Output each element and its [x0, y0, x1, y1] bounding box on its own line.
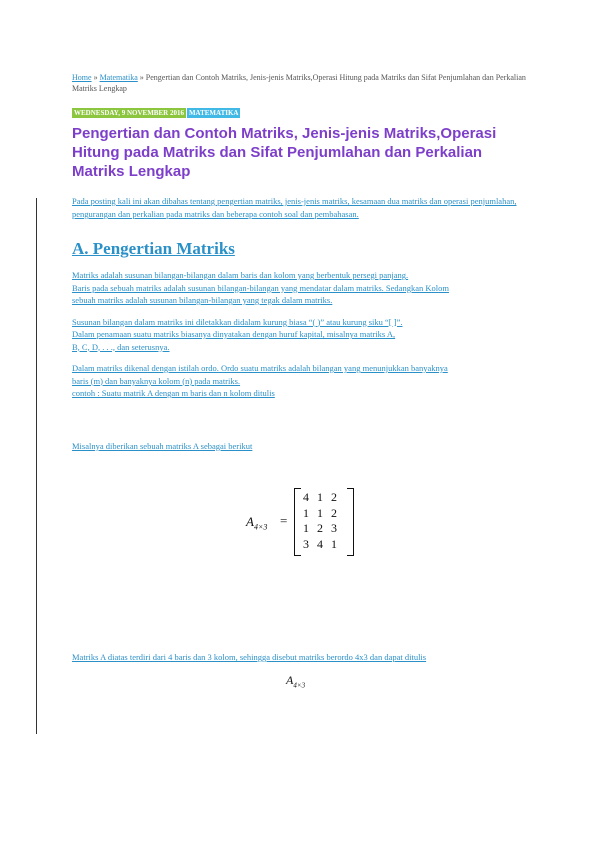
breadcrumb-current: Pengertian dan Contoh Matriks, Jenis-jenis Matriks,Operasi Hitung pada Matriks dan Sifat Penjumlahan dan Perkalian Matriks Lengkap [72, 73, 526, 93]
breadcrumb-category-link[interactable]: Matematika [99, 73, 138, 82]
conclusion-line[interactable]: Matriks A diatas terdiri dari 4 baris dan 3 kolom, sehingga disebut matriks berordo 4x3 dan dapat ditulis [72, 652, 427, 662]
notation-line[interactable]: Dalam penamaan suatu matriks biasanya dinyatakan dengan huruf kapital, misalnya matriks A, [72, 329, 396, 339]
definition-paragraph [72, 269, 532, 307]
breadcrumb-separator: » [139, 73, 144, 82]
matrix-order: 4×3 [253, 522, 268, 532]
matrix-cell: 1 [303, 521, 309, 535]
date-badge: WEDNESDAY, 9 NOVEMBER 2016 [74, 109, 184, 117]
matrix-label [246, 514, 267, 532]
definition-line[interactable]: Matriks adalah susunan bilangan-bilangan dalam baris dan kolom yang berbentuk persegi panjang. [72, 270, 409, 280]
matrix-name: A [246, 514, 254, 529]
matrix-cell: 1 [317, 490, 323, 504]
definition-line[interactable]: Baris pada sebuah matriks adalah susunan bilangan-bilangan yang mendatar dalam matriks. Sedangkan Kolom [72, 282, 449, 293]
matrix-cell: 1 [331, 536, 337, 551]
matrix-cell: 2 [331, 490, 337, 504]
section-heading[interactable]: A. Pengertian Matriks [72, 239, 235, 258]
example-intro[interactable]: Misalnya diberikan sebuah matriks A sebagai berikut [72, 440, 253, 451]
matrix-cell: 3 [331, 521, 337, 535]
notation-paragraph [72, 316, 532, 354]
post-meta [72, 108, 532, 118]
intro-paragraph[interactable]: Pada posting kali ini akan dibahas tentang pengertian matriks, jenis-jenis matriks, kesamaan dua matriks dan operasi penjumlahan, pengurangan dan perkalian pada matriks dan beberapa contoh soal dan pembahasan. [72, 196, 517, 219]
order-line[interactable]: baris (m) dan banyaknya kolom (n) pada matriks. [72, 375, 241, 386]
breadcrumb-home-link[interactable]: Home [72, 73, 92, 82]
order-notation-sub: 4×3 [293, 681, 306, 690]
breadcrumb-separator: » [93, 73, 98, 82]
matrix-cell: 2 [317, 521, 323, 535]
order-notation [286, 673, 305, 689]
matrix-cell: 2 [331, 505, 337, 520]
order-paragraph [72, 362, 532, 400]
matrix-left-bracket [294, 488, 301, 556]
article [72, 72, 532, 452]
matrix-cell: 4 [303, 490, 309, 504]
notation-line[interactable]: Susunan bilangan dalam matriks ini diletakkan didalam kurung biasa “( )” atau kurung siku “[ ]”. [72, 316, 403, 327]
definition-line[interactable]: sebuah matriks adalah susunan bilangan-bilangan yang tegak dalam matriks. [72, 295, 333, 305]
matrix-right-bracket [347, 488, 354, 556]
matrix-cell: 1 [303, 505, 309, 520]
order-notation-name: A [286, 673, 294, 687]
matrix-cell: 1 [317, 505, 323, 520]
order-line[interactable]: contoh : Suatu matrik A dengan m baris dan n kolom ditulis [72, 388, 275, 398]
category-badge[interactable]: MATEMATIKA [188, 109, 239, 117]
equals-sign: = [280, 513, 288, 528]
matrix-cell: 4 [317, 536, 323, 551]
breadcrumb [72, 72, 532, 94]
page-margin-rule [36, 198, 37, 734]
notation-line[interactable]: B, C, D, . . ., dan seterusnya. [72, 341, 170, 352]
order-line[interactable]: Dalam matriks dikenal dengan istilah ordo. Ordo suatu matriks adalah bilangan yang menunjukkan banyaknya [72, 363, 448, 373]
example-paragraph [72, 440, 532, 453]
matrix-grid [303, 490, 345, 552]
matrix-equation [246, 488, 386, 558]
matrix-cell: 3 [303, 536, 309, 551]
post-title: Pengertian dan Contoh Matriks, Jenis-jenis Matriks,Operasi Hitung pada Matriks dan Sifat Penjumlahan dan Perkalian Matriks Lengkap [72, 125, 497, 180]
